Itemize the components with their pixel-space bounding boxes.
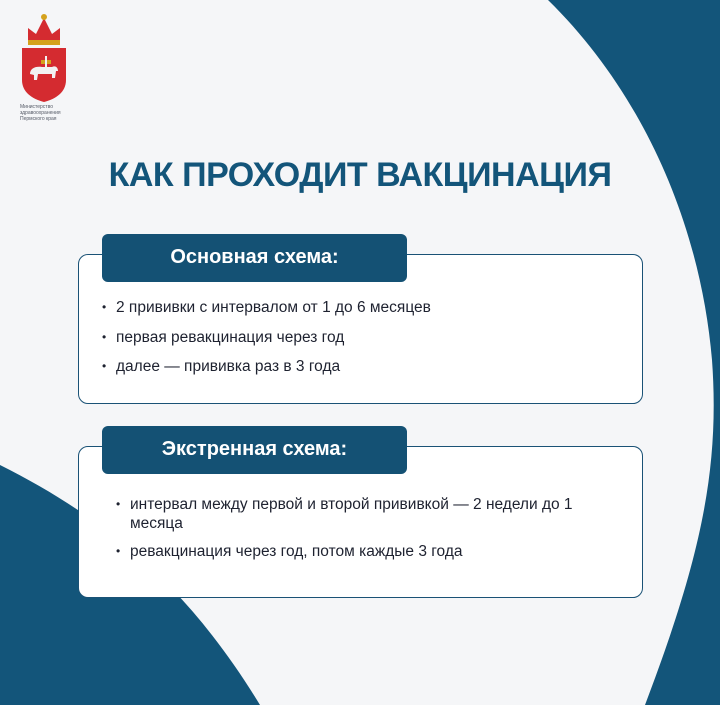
list-item: • первая ревакцинация через год [102, 328, 431, 347]
list-item: • интервал между первой и второй прививкой — 2 недели до 1 месяца [116, 495, 576, 533]
ministry-caption [20, 104, 80, 122]
list-item: • далее — прививка раз в 3 года [102, 357, 431, 376]
emergency-scheme-heading: Экстренная схема: [102, 426, 407, 474]
ministry-line: здравоохранения [20, 110, 61, 116]
main-scheme-heading: Основная схема: [102, 234, 407, 282]
page-title: КАК ПРОХОДИТ ВАКЦИНАЦИЯ [108, 156, 612, 194]
ministry-line: Министерство [20, 104, 53, 110]
emergency-scheme-list [116, 495, 576, 570]
list-item: • 2 прививки с интервалом от 1 до 6 месяцев [102, 298, 431, 317]
list-item: • ревакцинация через год, потом каждые 3 года [116, 542, 576, 561]
main-scheme-list [102, 298, 431, 387]
ministry-line: Пермского края [20, 116, 57, 122]
